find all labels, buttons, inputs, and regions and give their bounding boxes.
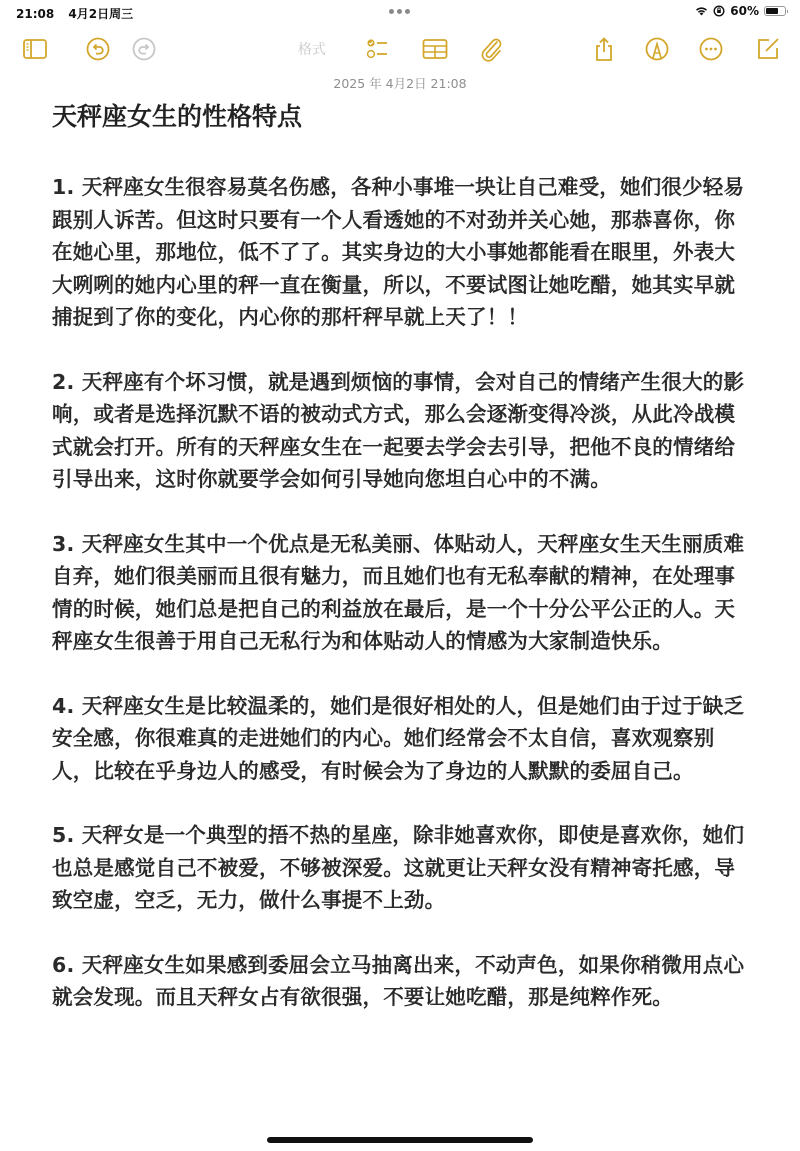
redo-button[interactable] <box>129 34 159 64</box>
sidebar-icon <box>22 36 48 62</box>
compose-button[interactable] <box>753 34 783 64</box>
table-button[interactable] <box>420 34 450 64</box>
note-body[interactable] <box>52 100 752 1046</box>
toolbar <box>0 30 800 68</box>
multitasking-dots-icon[interactable] <box>389 9 410 14</box>
share-button[interactable] <box>589 34 619 64</box>
share-icon <box>591 36 617 62</box>
compose-icon <box>755 36 781 62</box>
checklist-icon <box>365 36 391 62</box>
wifi-icon <box>695 6 708 16</box>
sidebar-toggle-button[interactable] <box>20 34 50 64</box>
undo-icon <box>85 36 111 62</box>
note-paragraph[interactable]: 3. 天秤座女生其中一个优点是无私美丽、体贴动人，天秤座女生天生丽质难自弃，她们很美丽而且很有魅力，而且她们也有无私奉献的精神，在处理事情的时候，她们总是把自己的利益放在最后，是一个十分公平公正的人。天秤座女生很善于用自己无私行为和体贴动人的情感为大家制造快乐。 <box>52 531 745 653</box>
status-right <box>695 4 786 18</box>
more-icon <box>698 36 724 62</box>
format-button[interactable]: 格式 <box>298 42 326 58</box>
markup-button[interactable] <box>642 34 672 64</box>
table-icon <box>422 36 448 62</box>
note-date: 2025 年 4月2日 21:08 <box>333 76 467 91</box>
attachment-button[interactable] <box>476 34 506 64</box>
status-left <box>16 5 143 22</box>
note-paragraph[interactable]: 5. 天秤女是一个典型的捂不热的星座，除非她喜欢你，即使是喜欢你，她们也总是感觉自己不被爱，不够被深爱。这就更让天秤女没有精神寄托感，导致空虚，空乏，无力，做什么事提不上劲。 <box>52 823 745 912</box>
note-title[interactable]: 天秤座女生的性格特点 <box>52 102 303 131</box>
note-paragraph[interactable]: 2. 天秤座有个坏习惯，就是遇到烦恼的事情，会对自己的情绪产生很大的影响，或者是选择沉默不语的被动式方式，那么会逐渐变得冷淡，从此冷战模式就会打开。所有的天秤座女生在一起要去学会去引导，把他不良的情绪给引导出来，这时你就要学会如何引导她向您坦白心中的不满。 <box>52 369 745 491</box>
undo-button[interactable] <box>83 34 113 64</box>
status-bar <box>0 0 800 24</box>
note-paragraph[interactable]: 4. 天秤座女生是比较温柔的，她们是很好相处的人，但是她们由于过于缺乏安全感，你很难真的走进她们的内心。她们经常会不太自信，喜欢观察别人，比较在乎身边人的感受，有时候会为了身边的人默默的委屈自己。 <box>52 693 745 783</box>
note-paragraph[interactable]: 1. 天秤座女生很容易莫名伤感，各种小事堆一块让自己难受，她们很少轻易跟别人诉苦。但这时只要有一个人看透她的不对劲并关心她，那恭喜你，你在她心里，那地位，低不了了。其实身边的大小事她都能看在眼里，外表大大咧咧的她内心里的秤一直在衡量，所以，不要试图让她吃醋，她其实早就捕捉到了你的变化，内心你的那杆秤早就上天了！！ <box>52 175 745 329</box>
attachment-icon <box>478 36 504 62</box>
note-paragraph[interactable]: 6. 天秤座女生如果感到委屈会立马抽离出来，不动声色，如果你稍微用点心就会发现。而且天秤女占有欲很强，不要让她吃醋，那是纯粹作死。 <box>52 952 745 1009</box>
orientation-lock-icon <box>713 5 725 17</box>
markup-icon <box>644 36 670 62</box>
status-date: 4月2日周三 <box>68 7 134 21</box>
status-time: 21:08 <box>16 7 55 21</box>
more-button[interactable] <box>696 34 726 64</box>
redo-icon <box>131 36 157 62</box>
battery-icon <box>764 6 786 16</box>
checklist-button[interactable] <box>363 34 393 64</box>
home-indicator[interactable] <box>267 1137 533 1143</box>
battery-percent: 60% <box>730 4 759 18</box>
